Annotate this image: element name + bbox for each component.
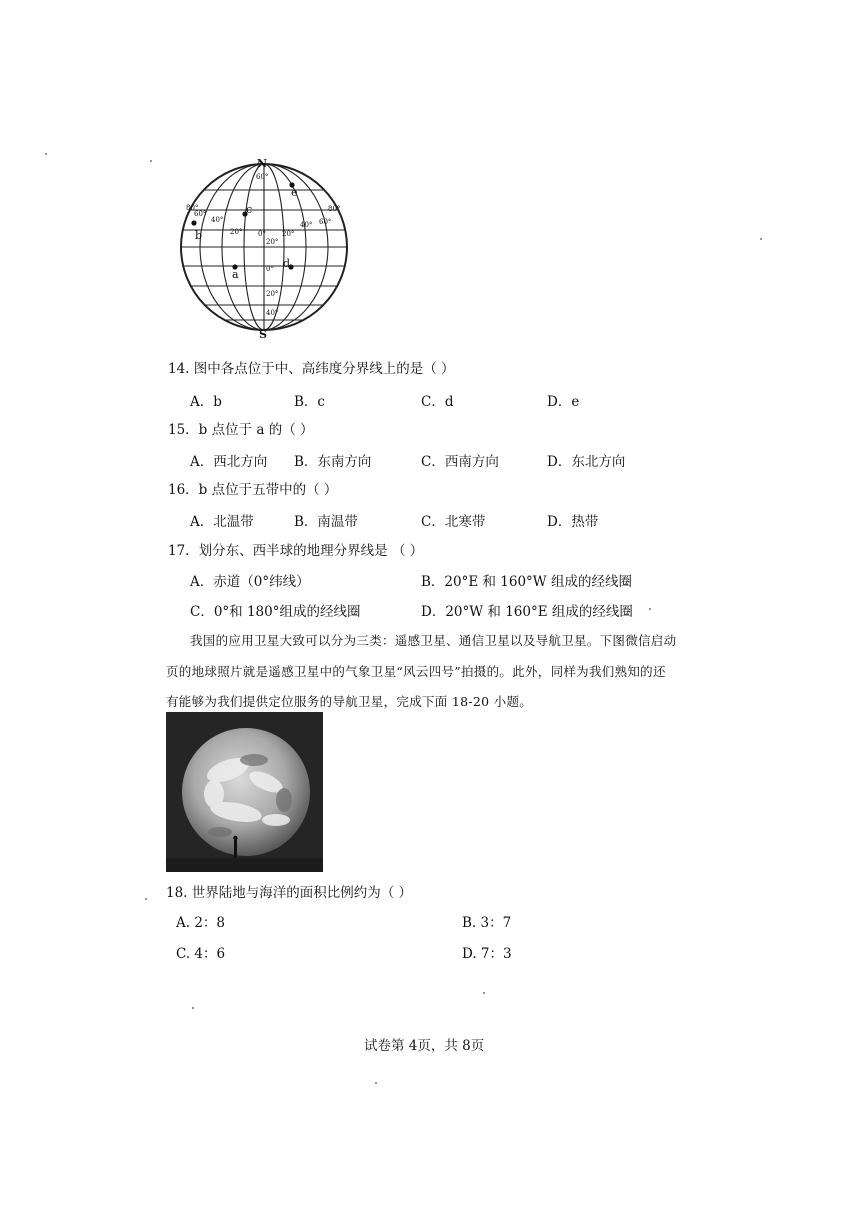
question-16-stem: 16．b 点位于五带中的（ ）	[168, 482, 338, 498]
q18-option-a[interactable]: A. 2：8	[176, 915, 226, 931]
point-a-label: a	[232, 268, 239, 281]
q17-option-b[interactable]: B．20°E 和 160°W 组成的经线圈	[421, 574, 632, 590]
label-lat-20s: 20°	[266, 290, 279, 298]
label-lon-60e: 60°	[319, 218, 332, 226]
q16-option-d[interactable]: D．热带	[547, 514, 599, 530]
point-d-label: d	[283, 257, 291, 270]
label-lon-20e: 20°	[282, 230, 295, 238]
q14-option-c[interactable]: C．d	[421, 394, 454, 410]
page-footer: 试卷第 4页，共 8页	[364, 1038, 485, 1054]
label-lon-80e: 80°	[328, 205, 341, 213]
question-15-stem: 15．b 点位于 a 的（ ）	[168, 422, 314, 438]
label-lon-0: 0°	[258, 230, 266, 238]
point-b-dot	[191, 220, 196, 225]
scan-speck	[192, 1007, 194, 1009]
scan-speck	[145, 898, 147, 900]
q16-option-a[interactable]: A．北温带	[190, 514, 254, 530]
person-silhouette	[234, 840, 237, 858]
label-lat-20n: 20°	[266, 238, 279, 246]
q18-option-b[interactable]: B. 3：7	[462, 915, 512, 931]
q17-option-c[interactable]: C．0°和 180°组成的经线圈	[190, 604, 361, 620]
point-e-label: e	[291, 186, 298, 199]
q18-option-c[interactable]: C. 4：6	[176, 946, 226, 962]
question-17-stem: 17．划分东、西半球的地理分界线是 （ ）	[168, 543, 424, 559]
scan-speck	[45, 153, 47, 155]
q15-option-c[interactable]: C．西南方向	[421, 454, 499, 470]
globe-graticule	[172, 152, 358, 342]
globe-figure	[172, 152, 358, 342]
scan-speck	[483, 992, 485, 994]
q15-option-a[interactable]: A．西北方向	[190, 454, 268, 470]
q15-option-d[interactable]: D．东北方向	[547, 454, 626, 470]
label-lon-60w: 60°	[194, 210, 207, 218]
question-18-stem: 18. 世界陆地与海洋的面积比例约为（ ）	[166, 885, 413, 901]
label-south: S	[259, 328, 267, 341]
q14-option-b[interactable]: B．c	[294, 394, 325, 410]
earth-photo-illustration	[166, 712, 323, 872]
q17-option-a[interactable]: A．赤道（0°纬线）	[190, 574, 310, 590]
scan-speck	[649, 608, 651, 610]
label-lon-40e: 40°	[300, 221, 313, 229]
point-c-label: c	[246, 203, 253, 216]
q14-option-a[interactable]: A．b	[190, 394, 222, 410]
q16-option-b[interactable]: B．南温带	[294, 514, 358, 530]
scan-speck	[375, 1082, 377, 1084]
label-lon-80w: 80°	[186, 204, 199, 212]
passage-line-3: 有能够为我们提供定位服务的导航卫星，完成下面 18-20 小题。	[166, 694, 533, 709]
q14-option-d[interactable]: D．e	[547, 394, 580, 410]
label-lat-40s: 40°	[266, 309, 279, 317]
q17-option-d[interactable]: D．20°W 和 160°E 组成的经线圈	[421, 604, 633, 620]
passage-line-2: 页的地球照片就是遥感卫星中的气象卫星“风云四号”拍摄的。此外，同样为我们熟知的还	[166, 664, 666, 679]
point-b-label: b	[195, 229, 203, 242]
scan-speck	[760, 238, 762, 240]
q18-option-d[interactable]: D. 7：3	[462, 946, 512, 962]
label-lon-20w: 20°	[230, 228, 243, 236]
question-14-stem: 14. 图中各点位于中、高纬度分界线上的是（ ）	[168, 361, 455, 377]
label-north: N	[257, 157, 268, 170]
q16-option-c[interactable]: C．北寒带	[421, 514, 486, 530]
passage-line-1: 我国的应用卫星大致可以分为三类：遥感卫星、通信卫星以及导航卫星。下图微信启动	[190, 633, 677, 648]
earth-photo	[166, 712, 323, 872]
label-lon-40w: 40°	[211, 216, 224, 224]
q15-option-b[interactable]: B．东南方向	[294, 454, 372, 470]
scan-speck	[150, 160, 152, 162]
label-lat-0: 0°	[266, 265, 274, 273]
label-lat-60: 60°	[256, 173, 269, 181]
